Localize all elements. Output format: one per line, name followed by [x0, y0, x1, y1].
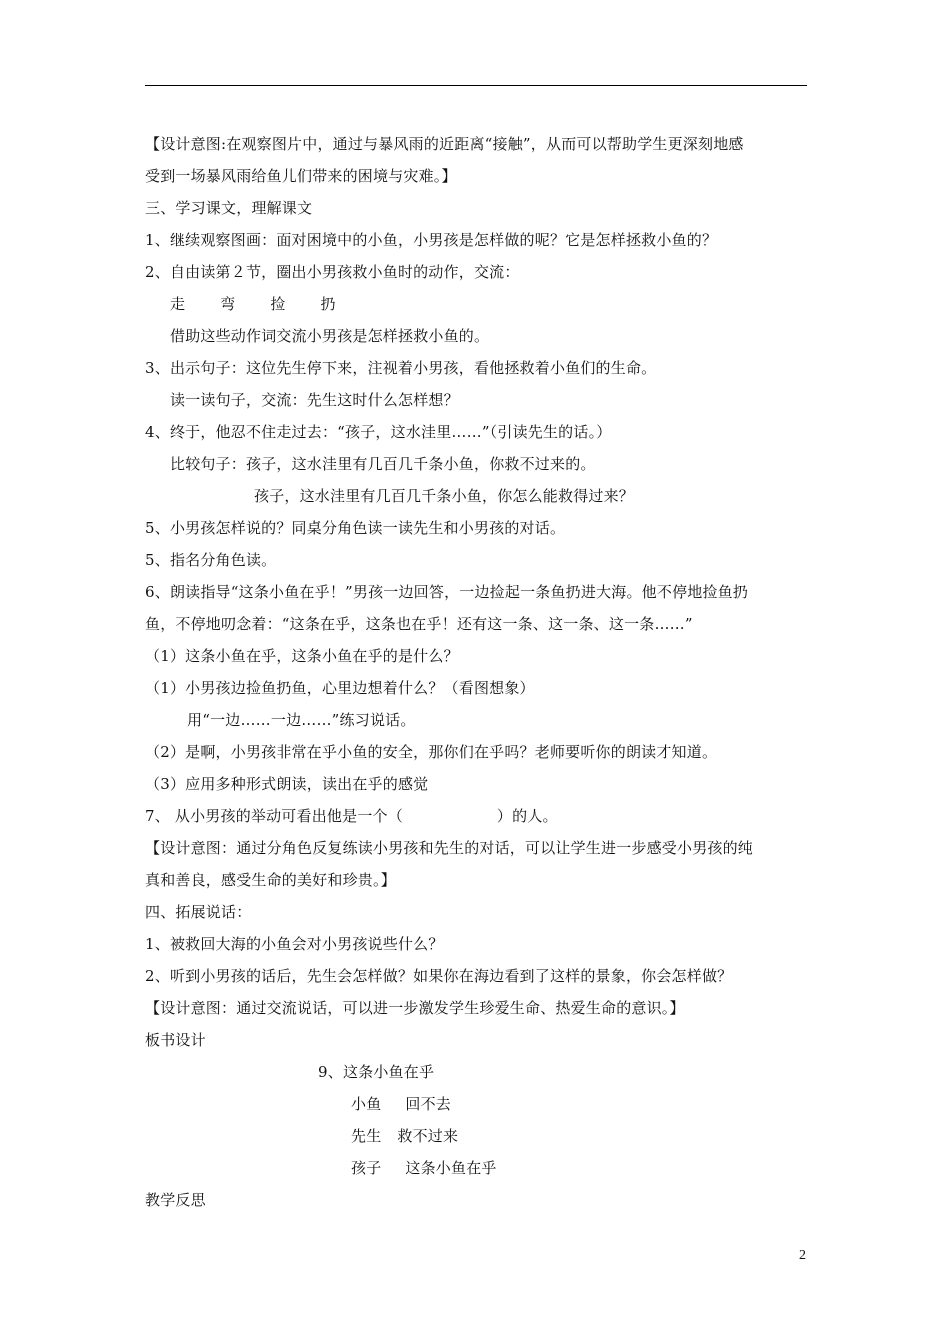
sub-item-1b: （1）小男孩边捡鱼扔鱼，心里边想着什么？（看图想象） — [145, 679, 535, 697]
verb: 弯 — [220, 295, 236, 313]
board-row-3 — [351, 1158, 497, 1178]
item-3-note: 读一读句子，交流：先生这时什么怎样想？ — [170, 391, 459, 409]
verb: 扔 — [320, 295, 336, 313]
page-number: 2 — [799, 1248, 806, 1263]
header-rule — [145, 85, 807, 86]
design-intent-1b: 受到一场暴风雨给鱼儿们带来的困境与灾难。】 — [145, 167, 457, 185]
item-4: 4、终于，他忍不住走过去：“孩子，这水洼里……”（引读先生的话。） — [145, 423, 612, 441]
board-row-1 — [351, 1094, 451, 1114]
board-title: 9、这条小鱼在乎 — [318, 1063, 435, 1081]
item-7-start: 7、 从小男孩的举动可看出他是一个（ — [145, 807, 403, 825]
verb: 捡 — [270, 295, 286, 313]
board-row-3-right: 这条小鱼在乎 — [405, 1159, 497, 1177]
action-verbs — [170, 294, 336, 314]
item-4-compare-a: 比较句子：孩子，这水洼里有几百几千条小鱼，你救不过来的。 — [170, 455, 596, 473]
item-3: 3、出示句子：这位先生停下来，注视着小男孩，看他拯救着小鱼们的生命。 — [145, 359, 657, 377]
sub-item-3: （3）应用多种形式朗读，读出在乎的感觉 — [145, 775, 429, 793]
board-row-3-left: 孩子 — [351, 1159, 382, 1177]
reflection-heading: 教学反思 — [145, 1191, 206, 1209]
board-row-1-right: 回不去 — [405, 1095, 452, 1113]
verb: 走 — [170, 295, 186, 313]
item-2: 2、自由读第２节，圈出小男孩救小鱼时的动作，交流： — [145, 263, 520, 281]
sub-item-2: （2）是啊，小男孩非常在乎小鱼的安全，那你们在乎吗？老师要听你的朗读才知道。 — [145, 743, 718, 761]
design-intent-2b: 真和善良，感受生命的美好和珍贵。】 — [145, 871, 396, 889]
board-design-heading: 板书设计 — [145, 1031, 206, 1049]
section-3-heading: 三、学习课文，理解课文 — [145, 199, 313, 217]
item-6b: 鱼，不停地叨念着：“这条在乎，这条也在乎！还有这一条、这一条、这一条……” — [145, 615, 693, 633]
extend-1: 1、被救回大海的小鱼会对小男孩说些什么？ — [145, 935, 444, 953]
extend-2: 2、听到小男孩的话后，先生会怎样做？如果你在海边看到了这样的景象，你会怎样做？ — [145, 967, 733, 985]
item-4-compare-b: 孩子，这水洼里有几百几千条小鱼，你怎么能救得过来？ — [254, 487, 635, 505]
section-4-heading: 四、拓展说话： — [145, 903, 252, 921]
board-row-1-left: 小鱼 — [351, 1095, 382, 1113]
sub-item-1c: 用“一边……一边……”练习说话。 — [187, 711, 416, 729]
board-row-2-right: 救不过来 — [397, 1127, 459, 1145]
design-intent-3: 【设计意图：通过交流说话，可以进一步激发学生珍爱生命、热爱生命的意识。】 — [145, 999, 685, 1017]
item-6a: 6、朗读指导“这条小鱼在乎！”男孩一边回答，一边捡起一条鱼扔进大海。他不停地捡鱼扔 — [145, 583, 749, 601]
item-1: 1、继续观察图画：面对困境中的小鱼，小男孩是怎样做的呢？它是怎样拯救小鱼的？ — [145, 231, 718, 249]
item-7 — [145, 806, 558, 826]
board-row-2 — [351, 1126, 458, 1146]
board-row-2-left: 先生 — [351, 1127, 382, 1145]
design-intent-1a: 【设计意图:在观察图片中，通过与暴风雨的近距离“接触”，从而可以帮助学生更深刻地感 — [145, 135, 744, 153]
item-7-end: ）的人。 — [496, 807, 558, 825]
item-5b: 5、指名分角色读。 — [145, 551, 277, 569]
item-5: 5、小男孩怎样说的？同桌分角色读一读先生和小男孩的对话。 — [145, 519, 566, 537]
item-2-note: 借助这些动作词交流小男孩是怎样拯救小鱼的。 — [170, 327, 490, 345]
design-intent-2a: 【设计意图：通过分角色反复练读小男孩和先生的对话，可以让学生进一步感受小男孩的纯 — [145, 839, 754, 857]
sub-item-1: （1）这条小鱼在乎，这条小鱼在乎的是什么？ — [145, 647, 459, 665]
